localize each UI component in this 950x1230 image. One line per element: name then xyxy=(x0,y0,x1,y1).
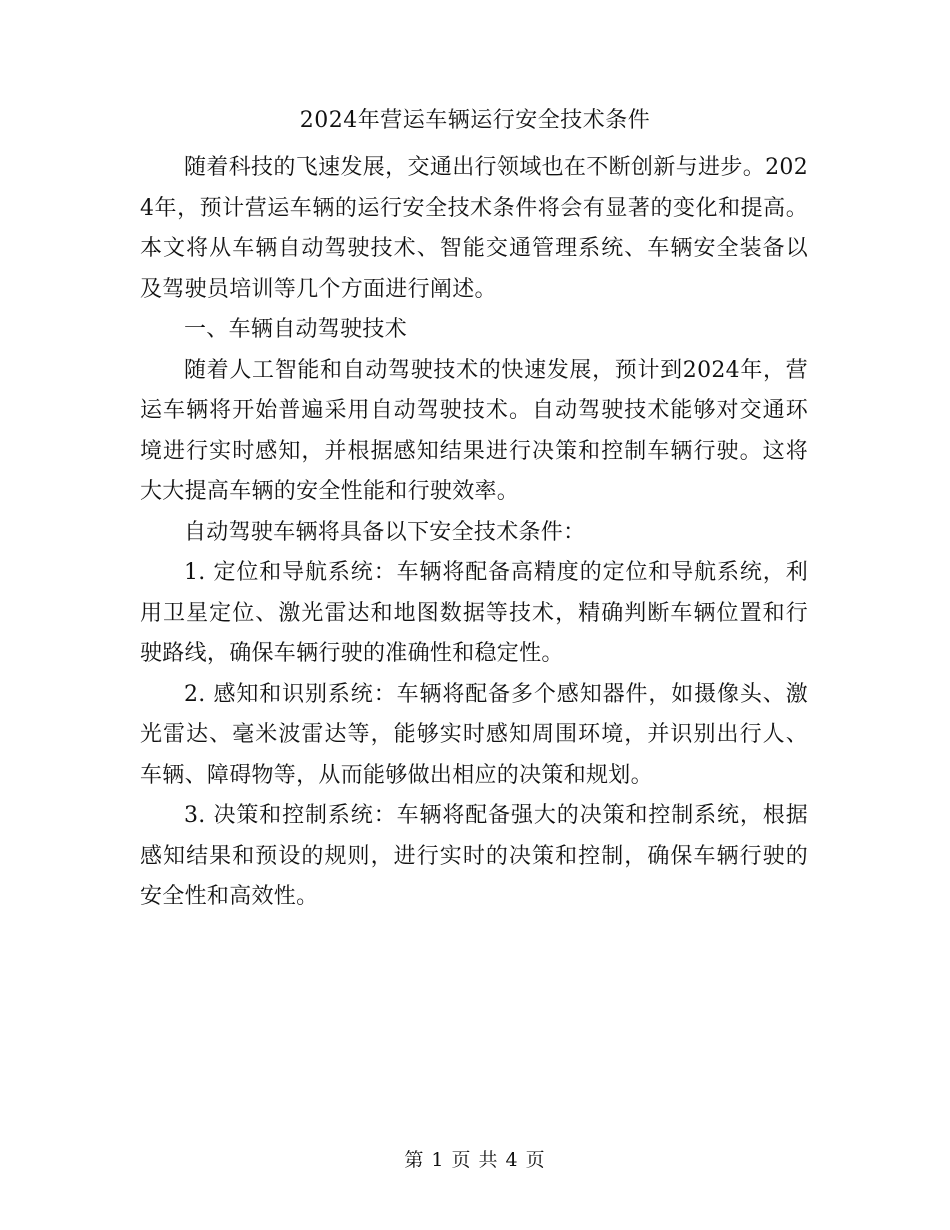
page-footer xyxy=(0,1148,950,1172)
list-item-positioning: 1. 定位和导航系统：车辆将配备高精度的定位和导航系统，利用卫星定位、激光雷达和地图数据等技术，精确判断车辆位置和行驶路线，确保车辆行驶的准确性和稳定性。 xyxy=(140,560,808,666)
list-item-decision-control: 3. 决策和控制系统：车辆将配备强大的决策和控制系统，根据感知结果和预设的规则，进行实时的决策和控制，确保车辆行驶的安全性和高效性。 xyxy=(140,803,808,909)
intro-paragraph: 随着科技的飞速发展，交通出行领域也在不断创新与进步。2024年，预计营运车辆的运行安全技术条件将会有显著的变化和提高。本文将从车辆自动驾驶技术、智能交通管理系统、车辆安全装备以及驾驶员培训等几个方面进行阐述。 xyxy=(140,155,808,302)
autonomous-driving-paragraph: 随着人工智能和自动驾驶技术的快速发展，预计到2024年，营运车辆将开始普遍采用自动驾驶技术。自动驾驶技术能够对交通环境进行实时感知，并根据感知结果进行决策和控制车辆行驶。这将大大提高车辆的安全性能和行驶效率。 xyxy=(140,357,808,504)
conditions-intro-paragraph: 自动驾驶车辆将具备以下安全技术条件： xyxy=(184,519,586,545)
page-number-label: 第 1 页 共 4 页 xyxy=(404,1149,546,1171)
list-item-perception: 2. 感知和识别系统：车辆将配备多个感知器件，如摄像头、激光雷达、毫米波雷达等，能够实时感知周围环境，并识别出行人、车辆、障碍物等，从而能够做出相应的决策和规划。 xyxy=(140,681,808,788)
section-heading-autonomous-driving: 一、车辆自动驾驶技术 xyxy=(184,317,408,342)
document-title: 2024年营运车辆运行安全技术条件 xyxy=(299,108,651,133)
document-body xyxy=(140,148,808,918)
